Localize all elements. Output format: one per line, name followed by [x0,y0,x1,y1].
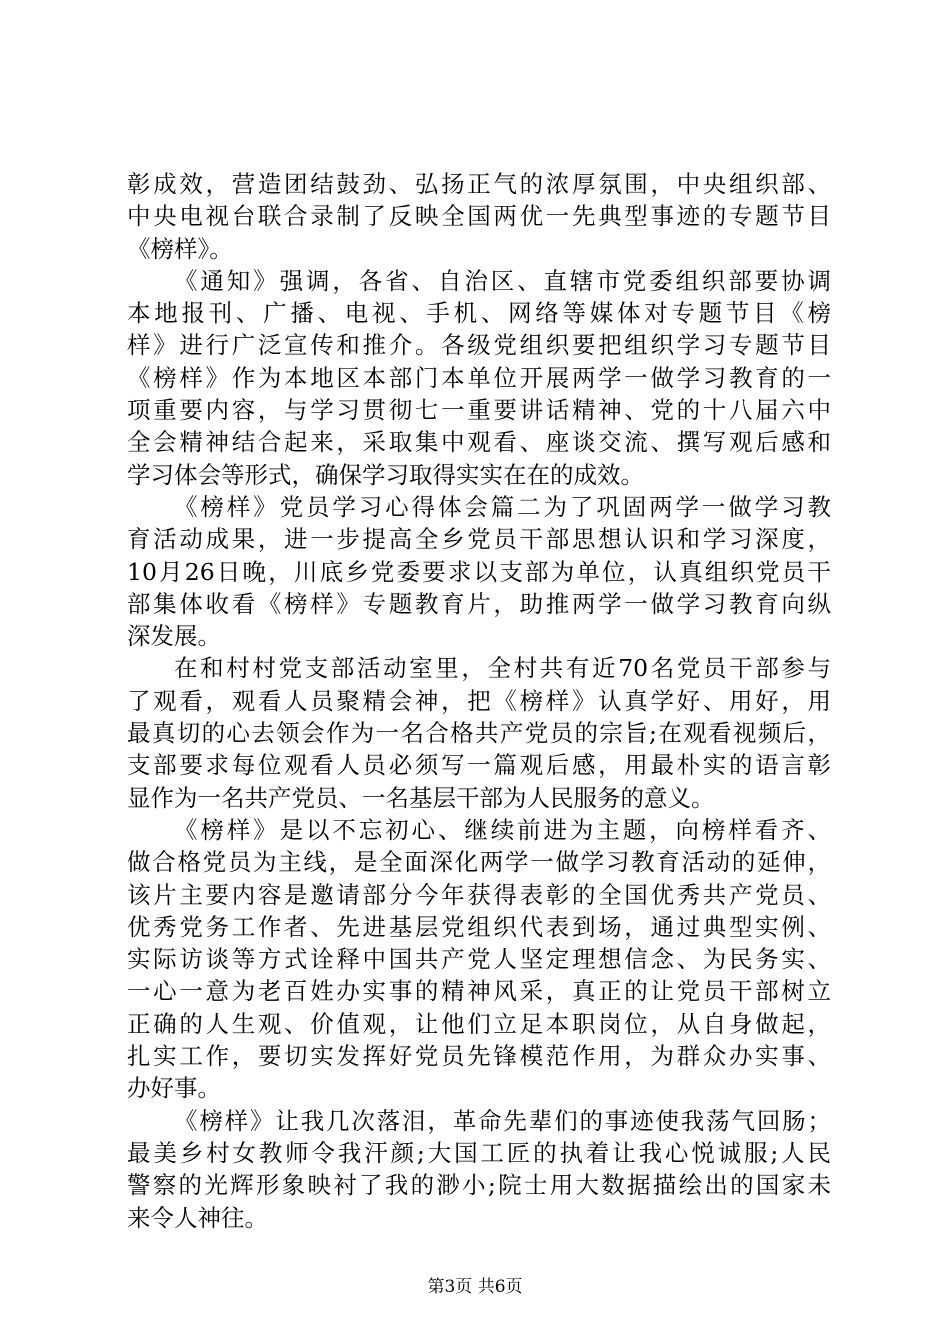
text-line: 本地报刊、广播、电视、手机、网络等媒体对专题节目《榜 [127,299,831,328]
text-line: 《榜样》是以不忘初心、继续前进为主题，向榜样看齐、 [174,815,831,844]
text-line: 全会精神结合起来，采取集中观看、座谈交流、撰写观后感和 [127,428,831,457]
text-line: 《榜样》作为本地区本部门本单位开展两学一做学习教育的一 [127,363,831,392]
text-line: 育活动成果，进一步提高全乡党员干部思想认识和学习深度， [127,525,831,554]
text-line: 该片主要内容是邀请部分今年获得表彰的全国优秀共产党员、 [127,880,831,909]
text-line: 实际访谈等方式诠释中国共产党人坚定理想信念、为民务实、 [127,945,831,974]
text-line: 支部要求每位观看人员必须写一篇观后感，用最朴实的语言彰 [127,751,831,780]
document-body [127,168,831,1234]
text-line: 显作为一名共产党员、一名基层干部为人民服务的意义。 [127,783,715,812]
text-line: 做合格党员为主线，是全面深化两学一做学习教育活动的延伸， [127,848,831,877]
text-line: 最真切的心去领会作为一名合格共产党员的宗旨;在观看视频后， [127,719,831,748]
page-number-footer: 第3页 共6页 [427,1277,523,1297]
text-line: 办好事。 [127,1074,221,1103]
text-line: 深发展。 [127,622,221,651]
text-line: 最美乡村女教师令我汗颜;大国工匠的执着让我心悦诚服;人民 [127,1138,831,1167]
text-line: 彰成效，营造团结鼓劲、弘扬正气的浓厚氛围，中央组织部、 [127,170,831,198]
text-line: 《通知》强调，各省、自治区、直辖市党委组织部要协调 [174,266,831,295]
text-line: 在和村村党支部活动室里，全村共有近70名党员干部参与 [174,654,831,683]
text-line: 《榜样》让我几次落泪，革命先辈们的事迹使我荡气回肠； [174,1106,831,1135]
text-line: 10月26日晚，川底乡党委要求以支部为单位，认真组织党员干 [127,557,831,586]
text-line: 《榜样》。 [127,234,233,263]
text-line: 样》进行广泛宣传和推介。各级党组织要把组织学习专题节目 [127,331,831,360]
text-line: 了观看，观看人员聚精会神，把《榜样》认真学好、用好，用 [127,686,831,715]
text-line: 学习体会等形式，确保学习取得实实在在的成效。 [127,460,644,489]
text-line: 中央电视台联合录制了反映全国两优一先典型事迹的专题节目 [127,202,831,231]
text-line: 《榜样》党员学习心得体会篇二为了巩固两学一做学习教 [174,492,831,521]
text-line: 来令人神往。 [127,1203,268,1232]
text-line: 一心一意为老百姓办实事的精神风采，真正的让党员干部树立 [127,977,831,1006]
text-line: 项重要内容，与学习贯彻七一重要讲话精神、党的十八届六中 [127,396,831,425]
text-line: 扎实工作，要切实发挥好党员先锋模范作用，为群众办实事、 [127,1042,831,1071]
text-line: 警察的光辉形象映衬了我的渺小;院士用大数据描绘出的国家未 [127,1171,831,1200]
text-line: 正确的人生观、价值观，让他们立足本职岗位，从自身做起， [127,1009,831,1038]
text-line: 优秀党务工作者、先进基层党组织代表到场，通过典型实例、 [127,912,831,941]
text-line: 部集体收看《榜样》专题教育片，助推两学一做学习教育向纵 [127,589,831,618]
